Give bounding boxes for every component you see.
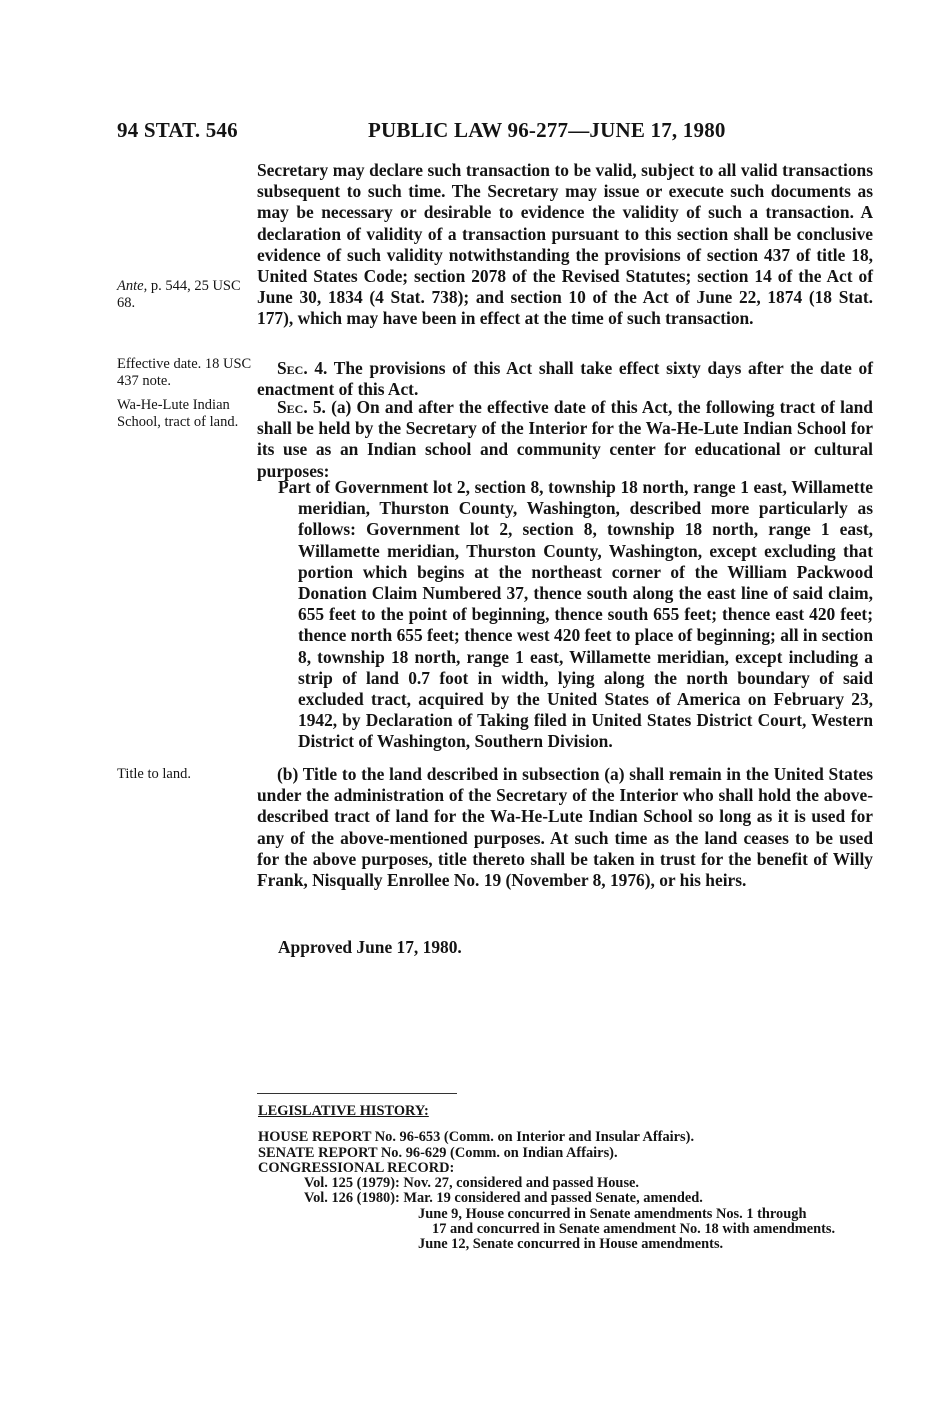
stat-page-number: 94 STAT. 546: [117, 118, 238, 142]
record-june-9-line-1: June 9, House concurred in Senate amendments Nos. 1 through: [418, 1206, 807, 1222]
legislative-history-title: LEGISLATIVE HISTORY:: [258, 1103, 429, 1119]
section-4-label: Sec. 4.: [277, 358, 328, 378]
margin-note-title-to-land: Title to land.: [117, 766, 191, 782]
tract-text: Part of Government lot 2, section 8, township 18 north, range 1 east, Willamette meridian, Thurston County, Washington, described more particularly as follows: Government lot 2, section 8, township 18 north, range 1 east, Willamette meridian, Thurston County, Washington, except excluding that portion which begins at the northeast corner of the William Packwood Donation Claim Numbered 37, thence south along the east line of said claim, 655 feet to the point of beginning, thence south 655 feet; thence east 420 feet; thence north 655 feet; thence west 420 feet to place of beginning; all in section 8, township 18 north, range 1 east, Willamette meridian, except including a strip of land 0.7 foot in width, lying along the north boundary of said excluded tract, acquired by the United States of America on February 23, 1942, by Declaration of Taking filed in United States District Court, Western District of Washington, Southern Division.: [278, 477, 873, 752]
ante-italic: Ante,: [117, 278, 148, 294]
section-5-label: Sec. 5.: [277, 397, 326, 417]
margin-note-ante: [117, 278, 252, 311]
divider: [257, 1093, 457, 1094]
approval-date: Approved June 17, 1980.: [278, 937, 462, 957]
page-title: PUBLIC LAW 96-277—JUNE 17, 1980: [368, 118, 726, 142]
tract-description: [278, 477, 873, 753]
senate-report: SENATE REPORT No. 96-629 (Comm. on Indian Affairs).: [258, 1145, 618, 1161]
section-4: [257, 358, 873, 400]
ante-reference: p. 544, 25 USC 68.: [117, 278, 241, 311]
section-5-b-text: (b) Title to the land described in subsection (a) shall remain in the United States under the administration of the Secretary of the Interior who shall hold the above-described tract of land for the Wa-He-Lute Indian School so long as it is used for any of the above-mentioned purposes. At such time as the land ceases to be used for the above purposes, title thereto shall be taken in trust for the benefit of Willy Frank, Nisqually Enrollee No. 19 (November 8, 1976), or his heirs.: [257, 764, 873, 891]
paragraph-validity: Secretary may declare such transaction to be valid, subject to all valid transactions subsequent to such time. The Secretary may issue or execute such documents as may be necessary or desirable to evidence the validity of such a transaction. A declaration of validity of a transaction pursuant to this section shall be conclusive evidence of such validity notwithstanding the provisions of section 437 of title 18, United States Code; section 2078 of the Revised Statutes; section 14 of the Act of June 30, 1834 (4 Stat. 738); and section 10 of the Act of June 22, 1874 (18 Stat. 177), which may have been in effect at the time of such transaction.: [257, 160, 873, 329]
record-vol-126: Vol. 126 (1980): Mar. 19 considered and passed Senate, amended.: [304, 1190, 703, 1206]
section-5: [257, 397, 873, 482]
house-report: HOUSE REPORT No. 96-653 (Comm. on Interior and Insular Affairs).: [258, 1129, 695, 1145]
section-4-text: The provisions of this Act shall take effect sixty days after the date of enactment of this Act.: [257, 358, 873, 400]
margin-note-effective-date: Effective date. 18 USC 437 note.: [117, 356, 252, 389]
section-5-b: [257, 764, 873, 891]
record-june-9-line-2: 17 and concurred in Senate amendment No. 18 with amendments.: [432, 1221, 836, 1237]
record-vol-125: Vol. 125 (1979): Nov. 27, considered and passed House.: [304, 1175, 640, 1191]
record-june-12: June 12, Senate concurred in House amendments.: [418, 1236, 724, 1252]
section-5-text: (a) On and after the effective date of this Act, the following tract of land shall be held by the Secretary of the Interior for the Wa-He-Lute Indian School for its use as an Indian school and community center for educational or cultural purposes:: [257, 397, 873, 481]
margin-note-wa-he-lute: Wa-He-Lute Indian School, tract of land.: [117, 397, 239, 430]
congressional-record-label: CONGRESSIONAL RECORD:: [258, 1160, 455, 1176]
